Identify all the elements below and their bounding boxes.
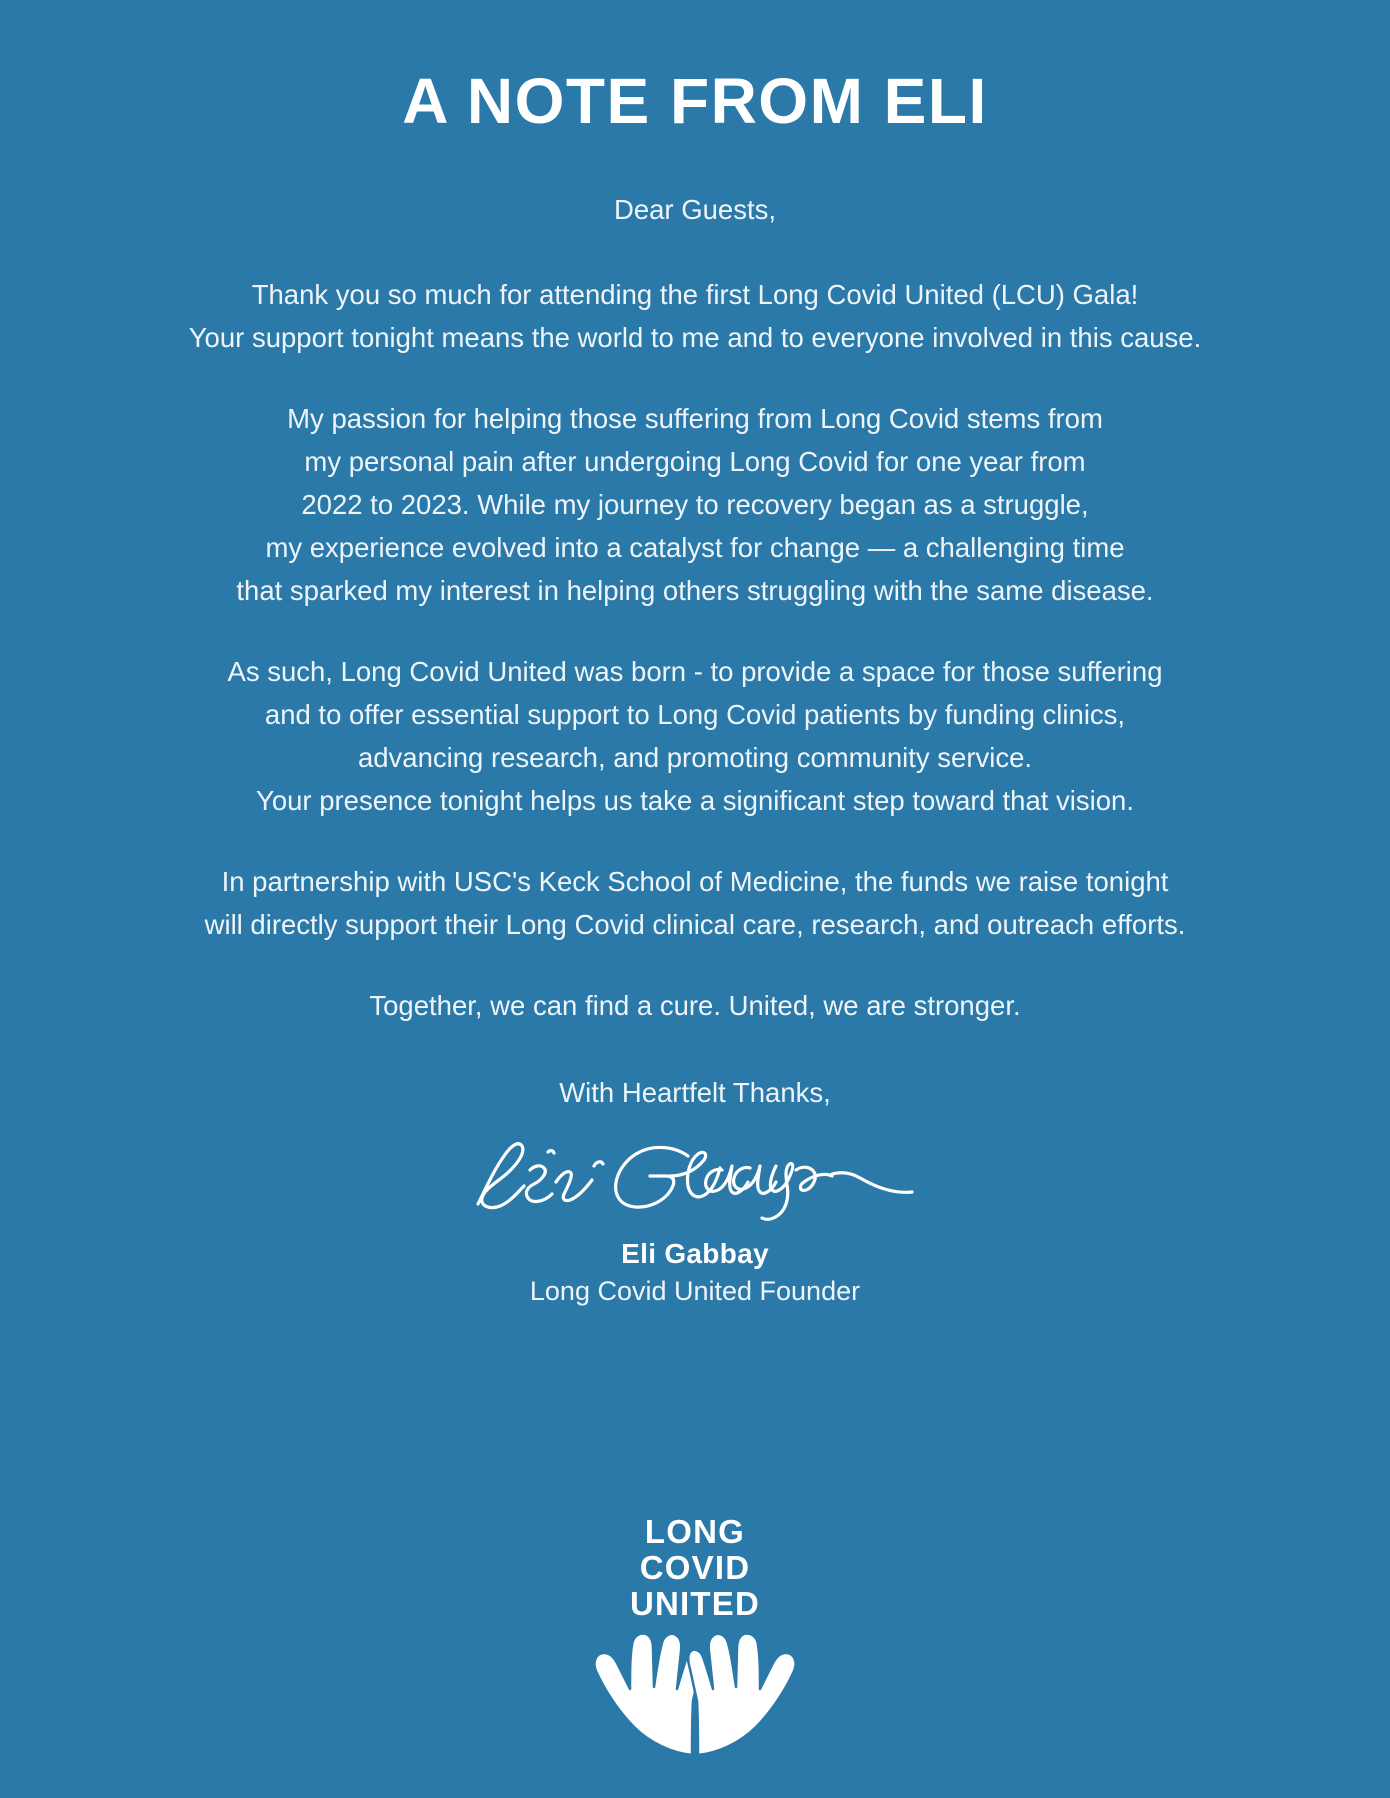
- paragraph-5: Together, we can find a cure. United, we are stronger.: [369, 990, 1021, 1022]
- salutation: Dear Guests,: [613, 194, 776, 226]
- logo-line-1: LONG: [644, 1513, 746, 1550]
- page-title: A NOTE FROM ELI: [402, 65, 988, 137]
- letter-body: [50, 188, 1340, 1027]
- organization-logo: [0, 1515, 1390, 1764]
- logo-wordmark: [630, 1515, 760, 1623]
- paragraph-4: In partnership with USC's Keck School of Medicine, the funds we raise tonight will directly support their Long Covid clinical care, research, and outreach efforts.: [204, 866, 1186, 941]
- paragraph-2: My passion for helping those suffering from Long Covid stems from my personal pain after undergoing Long Covid for one year from 2022 to 2023. While my journey to recovery began as a struggle, my experience evolved into a catalyst for change — a challenging time that sparked my interest in helping others struggling with the same disease.: [236, 403, 1154, 607]
- cupped-hands-icon: [580, 1627, 810, 1764]
- paragraph-3: As such, Long Covid United was born - to provide a space for those suffering and to offer essential support to Long Covid patients by funding clinics, advancing research, and promoting community service. Your presence tonight helps us take a significant step toward that vision.: [227, 656, 1163, 817]
- closing-line: With Heartfelt Thanks,: [559, 1077, 831, 1109]
- signer-name: Eli Gabbay: [621, 1238, 769, 1270]
- logo-line-2: COVID: [639, 1549, 751, 1586]
- signer-role: Long Covid United Founder: [529, 1276, 861, 1307]
- paragraph-1: Thank you so much for attending the first Long Covid United (LCU) Gala! Your support tonight means the world to me and to everyone involved in this cause.: [188, 279, 1202, 354]
- logo-line-3: UNITED: [629, 1585, 761, 1622]
- signature-image: [460, 1130, 930, 1228]
